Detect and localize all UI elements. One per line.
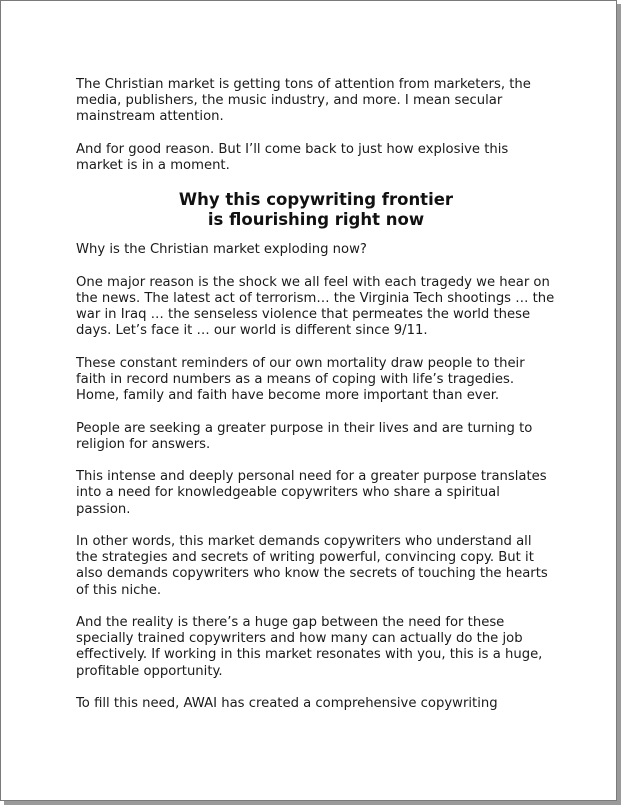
paragraph-intro-2: And for good reason. But I’ll come back to just how explosive this market is in a moment. xyxy=(76,141,509,173)
paragraph-mortality: These constant reminders of our own mortality draw people to their faith in record numbers as a means of coping with life’s tragedies. Home, family and faith have become more important than ever. xyxy=(76,355,525,404)
section-heading xyxy=(76,190,556,230)
paragraph-purpose: People are seeking a greater purpose in their lives and are turning to religion for answers. xyxy=(76,420,533,452)
paragraph-question: Why is the Christian market exploding now? xyxy=(76,242,367,258)
paragraph-need: This intense and deeply personal need for a greater purpose translates into a need for knowledgeable copywriters who share a spiritual passion. xyxy=(76,469,547,517)
paragraph-awai: To fill this need, AWAI has created a comprehensive copywriting xyxy=(76,695,498,711)
paragraph-tragedy: One major reason is the shock we all feel with each tragedy we hear on the news. The latest act of terrorism… the Virginia Tech shootings … the war in Iraq … the senseless violence that permeates the world these days. Let’s face it … our world is different since 9/11. xyxy=(76,274,555,339)
paragraph-opportunity: And the reality is there’s a huge gap between the need for these specially trained copywriters and how many can actually do the job effectively. If working in this market resonates with you, this is a huge, profitable opportunity. xyxy=(76,614,543,679)
paragraph-demands: In other words, this market demands copywriters who understand all the strategies and secrets of writing powerful, convincing copy. But it also demands copywriters who know the secrets of touching the hearts of this niche. xyxy=(76,533,548,598)
section-heading-line-1: Why this copywriting frontier xyxy=(178,190,454,210)
paragraph-intro-1: The Christian market is getting tons of attention from marketers, the media, publishers, the music industry, and more. I mean secular mainstream attention. xyxy=(76,77,531,125)
document-body xyxy=(76,77,556,728)
section-heading-line-2: is flourishing right now xyxy=(207,210,425,230)
